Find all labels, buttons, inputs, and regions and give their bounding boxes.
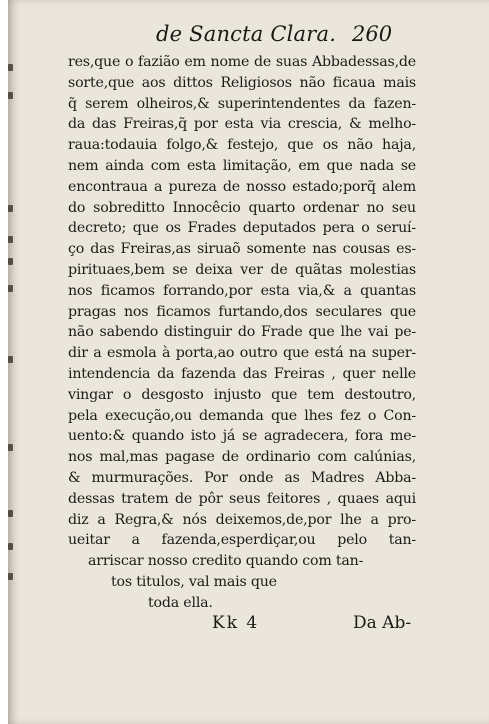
text-line: q̃ serem olheiros,& superintendentes da fazen-: [68, 95, 416, 112]
text-line: dir a esmola à porta,ao outro que está na super-: [68, 345, 416, 362]
text-line: pela execução,ou demanda que lhes fez o Con-: [68, 407, 416, 424]
text-line: da das Freiras,q̃ por esta via crescia, & melho-: [68, 116, 416, 133]
text-line: & murmurações. Por onde as Madres Abba-: [68, 469, 416, 486]
running-head: [8, 20, 489, 48]
text-line: vingar o desgosto injusto que tem destoutro,: [68, 386, 416, 403]
text-line: res,que o fazião em nome de suas Abbadessas,de: [68, 54, 416, 70]
body-text: [68, 52, 416, 614]
text-line: ueitar a fazenda,esperdiçar,ou pelo tan-: [68, 532, 416, 549]
text-line: do sobreditto Innocêcio quarto ordenar no seu: [68, 199, 416, 216]
running-title: de Sancta Clara.: [156, 22, 337, 46]
book-page: [8, 0, 489, 724]
text-line: tos titulos, val mais que: [111, 573, 277, 590]
text-line: arriscar nosso credito quando com tan-: [88, 553, 364, 570]
page-footer: [8, 613, 489, 639]
text-line: ço das Freiras,as siruaõ somente nas cousas es-: [68, 241, 416, 258]
text-line: pirituaes,bem se deixa ver de quãtas molestias: [68, 261, 416, 278]
text-line: intendencia da fazenda das Freiras , quer nelle: [68, 365, 416, 382]
text-line: uento:& quando isto já se agradecera, fora me-: [68, 428, 416, 445]
text-line: nem ainda com esta limitação, em que nada se: [68, 157, 416, 174]
text-line: toda ella.: [148, 594, 213, 611]
text-line: nos mal,mas pagase de ordinario com calúnias,: [68, 449, 416, 466]
signature-mark: Kk 4: [212, 613, 260, 633]
catchword: Da Ab-: [353, 613, 412, 633]
text-line: não sabendo distinguir do Frade que lhe vai pe-: [68, 324, 416, 341]
text-line: decreto; que os Frades deputados pera o seruí-: [68, 220, 416, 237]
text-line: diz a Regra,& nós deixemos,de,por lhe a pro-: [68, 511, 416, 528]
text-line: dessas tratem de pôr seus feitores , quaes aqui: [68, 490, 416, 507]
text-line: raua:todauia folgo,& festejo, que os não haja,: [68, 137, 416, 154]
text-line: sorte,que aos dittos Religiosos não ficaua mais: [68, 74, 416, 91]
text-line: nos ficamos forrando,por esta via,& a quantas: [68, 282, 416, 299]
text-line: encontraua a pureza de nosso estado;porq̃ alem: [68, 178, 416, 195]
page-number: 260: [352, 22, 393, 46]
text-line: pragas nos ficamos furtando,dos seculares que: [68, 303, 416, 320]
